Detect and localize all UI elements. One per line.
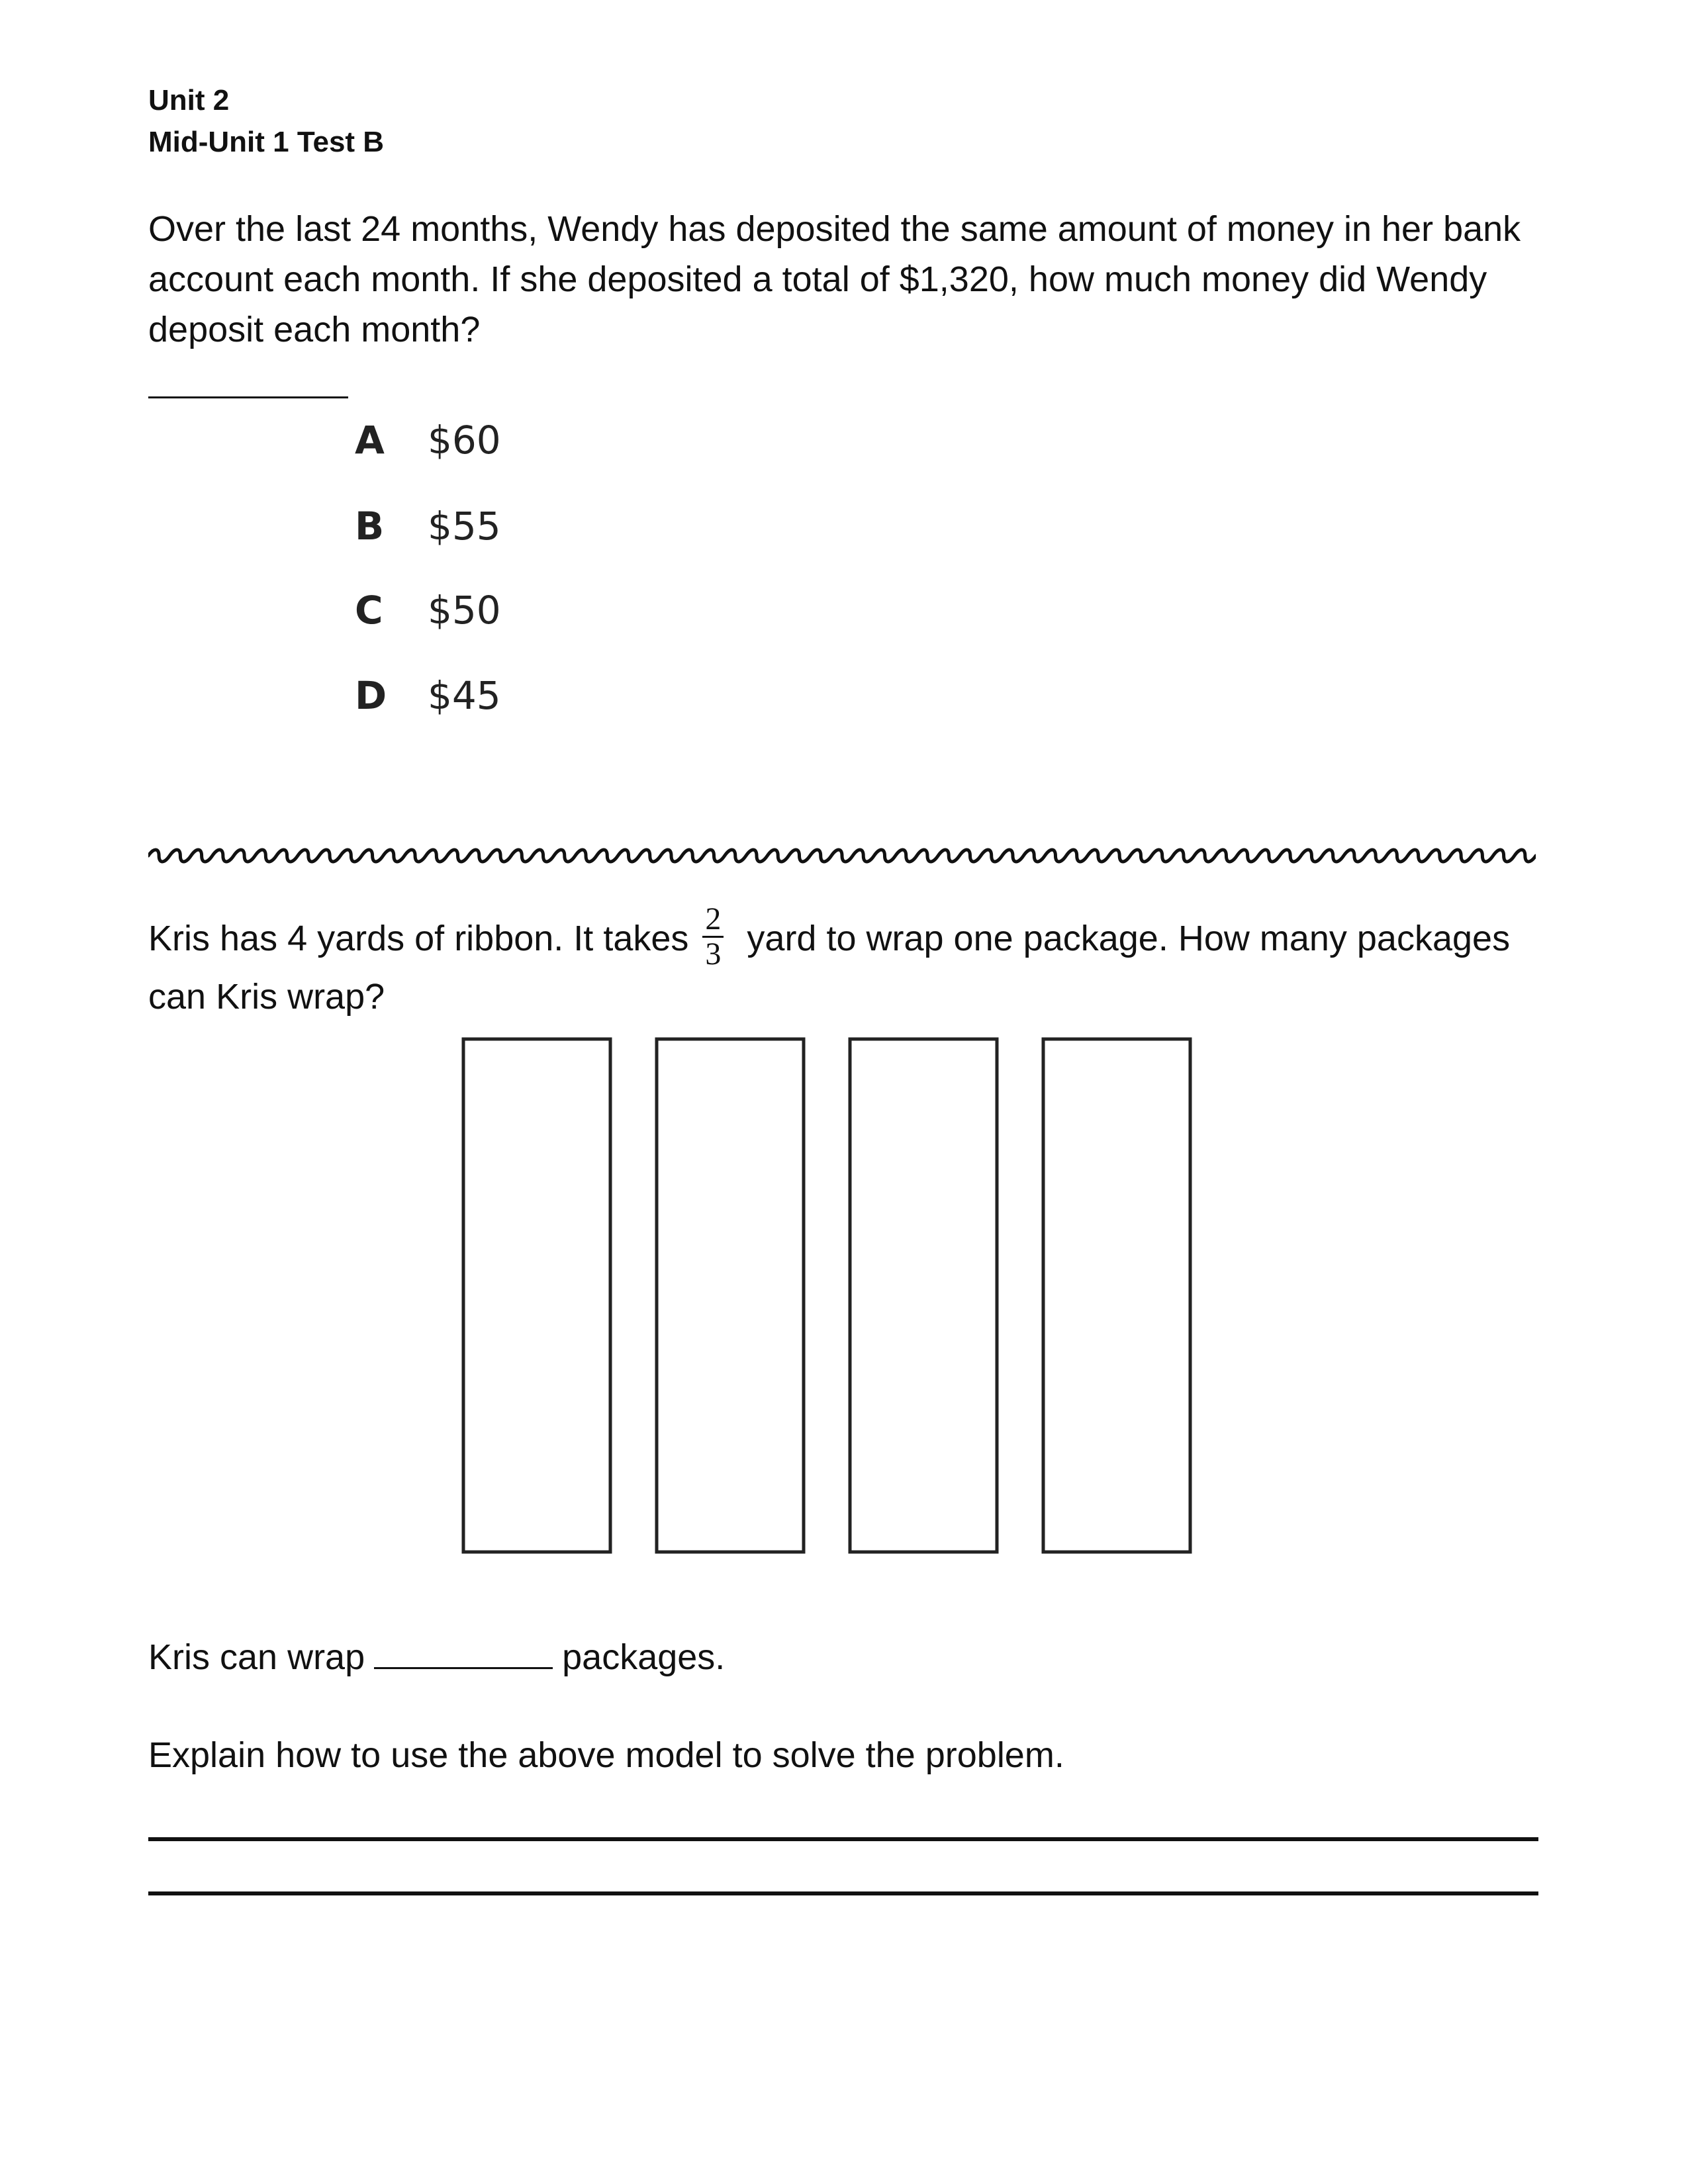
question-1-text <box>148 204 1521 355</box>
choice-letter: D <box>355 673 387 718</box>
question-1-line: account each month. If she deposited a total of $1,320, how much money did Wendy <box>148 259 1487 299</box>
choice-value: $55 <box>428 504 501 549</box>
yard-bar <box>1043 1039 1190 1552</box>
question-2-line-1 <box>148 901 1511 975</box>
divider-glyphs: ~~~~~~~~~~~~~~~~~~~~~~~~~~~~~~~~~~~~~~~~~~~~~~~~~~~~~~~~~~~~~~~~~ <box>148 839 173 840</box>
explain-prompt: Explain how to use the above model to solve the problem. <box>148 1735 1064 1775</box>
explanation-write-line[interactable] <box>148 1837 1538 1841</box>
choice-value: $45 <box>428 673 501 718</box>
question-1-line: Over the last 24 months, Wendy has deposited the same amount of money in her bank <box>148 209 1521 249</box>
fraction-two-thirds <box>702 903 724 971</box>
question-2-line-2: can Kris wrap? <box>148 977 385 1017</box>
choice-value: $60 <box>428 418 501 463</box>
answer-suffix: packages. <box>562 1637 726 1677</box>
fraction-denominator: 3 <box>705 936 722 972</box>
answer-prefix: Kris can wrap <box>148 1637 365 1677</box>
choice-b[interactable] <box>355 503 501 549</box>
yard-model <box>457 1029 1238 1562</box>
question-2-text-after: yard to wrap one package. How many packages <box>747 918 1511 958</box>
question-2-answer-line <box>148 1632 725 1682</box>
choice-c[interactable] <box>355 587 501 633</box>
yard-bar <box>463 1039 610 1552</box>
choice-letter: B <box>355 504 385 549</box>
tilde-divider <box>148 839 1536 872</box>
choice-a[interactable] <box>355 417 501 463</box>
yard-bar <box>850 1039 997 1552</box>
explanation-write-line[interactable] <box>148 1891 1538 1895</box>
choice-letter: A <box>355 418 385 463</box>
yard-bar <box>657 1039 804 1552</box>
question-2-text-before: Kris has 4 yards of ribbon. It takes <box>148 918 689 958</box>
unit-label: Unit 2 <box>148 84 230 116</box>
packages-answer-blank[interactable] <box>374 1633 553 1669</box>
choice-d[interactable] <box>355 672 501 719</box>
choice-value: $50 <box>428 588 501 633</box>
fraction-numerator: 2 <box>702 903 724 938</box>
test-title: Mid-Unit 1 Test B <box>148 126 385 158</box>
question-1-line: deposit each month? <box>148 310 481 349</box>
question-1-answer-blank[interactable] <box>148 396 348 398</box>
choice-letter: C <box>355 588 383 633</box>
